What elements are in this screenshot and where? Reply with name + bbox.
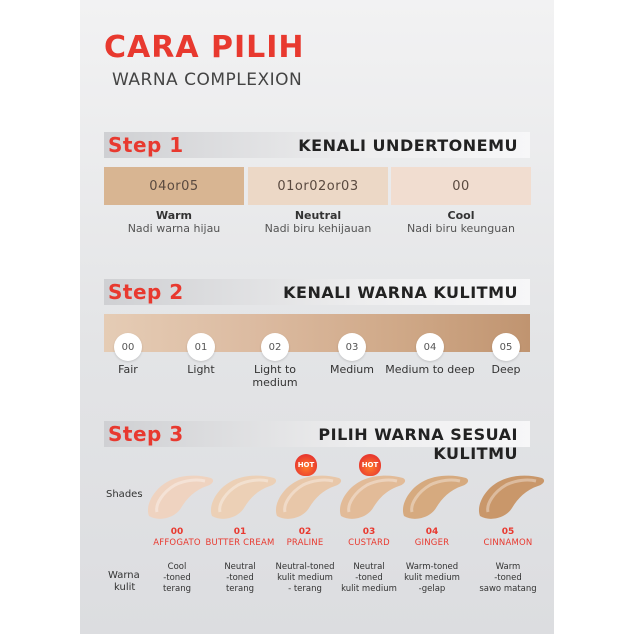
skin-tone-label: Light xyxy=(187,363,215,376)
undertone-name: Neutral xyxy=(294,209,342,222)
skin-description-line: Neutral xyxy=(224,562,256,572)
shade-skin-description xyxy=(205,562,275,595)
skin-description-line: -gelap xyxy=(418,584,446,594)
warna-kulit-label xyxy=(108,570,140,594)
skin-description-line: terang xyxy=(225,584,255,594)
skin-description-line: -toned xyxy=(163,573,191,583)
warna-kulit-line2: kulit xyxy=(114,582,136,593)
shade-number: 02 xyxy=(298,527,312,537)
skin-tone-marker: 03 xyxy=(338,333,366,361)
skin-tone-label: Light to medium xyxy=(252,363,298,389)
skin-description-line: -toned xyxy=(494,573,522,583)
shade-name: GINGER xyxy=(414,538,450,548)
step1-name: KENALI UNDERTONEMU xyxy=(298,136,518,155)
undertone-description: Nadi biru keunguan xyxy=(407,222,515,235)
shade-swatch xyxy=(398,472,472,522)
shade-skin-description xyxy=(473,562,543,595)
skin-description-line: kulit medium xyxy=(341,584,397,594)
warna-kulit-line1: Warna xyxy=(108,570,140,581)
step3-label: Step 3 xyxy=(108,422,184,446)
skin-tone-marker: 02 xyxy=(261,333,289,361)
shade-number: 05 xyxy=(501,527,515,537)
undertone-name: Cool xyxy=(447,209,475,222)
shade-skin-description xyxy=(334,562,404,595)
skin-tone-label: Medium to deep xyxy=(385,363,475,376)
page-subtitle: WARNA COMPLEXION xyxy=(112,70,303,90)
skin-description-line: Neutral xyxy=(353,562,385,572)
skin-description-line: - terang xyxy=(288,584,322,594)
shades-label: Shades xyxy=(106,489,143,500)
skin-description-line: Cool xyxy=(167,562,187,572)
shade-skin-description xyxy=(397,562,467,595)
step3-name: PILIH WARNA SESUAI KULITMU xyxy=(318,425,518,463)
shade-number: 00 xyxy=(170,527,184,537)
shade-name: AFFOGATO xyxy=(153,538,201,548)
skin-tone-marker: 05 xyxy=(492,333,520,361)
step2-label: Step 2 xyxy=(108,280,184,304)
skin-description-line: Warm xyxy=(495,562,521,572)
hot-badge-icon: HOT xyxy=(359,454,381,476)
skin-tone-marker: 04 xyxy=(416,333,444,361)
shade-number: 04 xyxy=(425,527,439,537)
skin-description-line: -toned xyxy=(226,573,254,583)
skin-description-line: sawo matang xyxy=(479,584,537,594)
skin-tone-marker: 01 xyxy=(187,333,215,361)
skin-description-line: -toned xyxy=(355,573,383,583)
skin-tone-marker: 00 xyxy=(114,333,142,361)
skin-description-line: kulit medium xyxy=(277,573,333,583)
undertone-swatch: 01or02or03 xyxy=(248,167,388,205)
skin-description-line: Neutral-toned xyxy=(275,562,335,572)
shade-skin-description xyxy=(270,562,340,595)
step1-label: Step 1 xyxy=(108,133,184,157)
hot-badge-icon: HOT xyxy=(295,454,317,476)
shade-name: CINNAMON xyxy=(483,538,533,548)
shade-name: BUTTER CREAM xyxy=(205,538,275,548)
undertone-name: Warm xyxy=(155,209,193,222)
undertone-swatch: 00 xyxy=(391,167,531,205)
shade-swatch xyxy=(474,472,548,522)
shade-number: 01 xyxy=(233,527,247,537)
undertone-description: Nadi warna hijau xyxy=(127,222,221,235)
shade-name: PRALINE xyxy=(286,538,324,548)
shade-skin-description xyxy=(142,562,212,595)
skin-description-line: terang xyxy=(162,584,192,594)
shade-name: CUSTARD xyxy=(348,538,390,548)
shade-swatch xyxy=(271,472,345,522)
skin-description-line: Warm-toned xyxy=(405,562,459,572)
undertone-swatch: 04or05 xyxy=(104,167,244,205)
skin-tone-label: Fair xyxy=(118,363,138,376)
page-title: CARA PILIH xyxy=(104,30,305,65)
shade-number: 03 xyxy=(362,527,376,537)
skin-tone-label: Medium xyxy=(330,363,374,376)
step2-name: KENALI WARNA KULITMU xyxy=(283,283,518,302)
skin-description-line: kulit medium xyxy=(404,573,460,583)
undertone-description: Nadi biru kehijauan xyxy=(264,222,372,235)
shade-swatch xyxy=(206,472,280,522)
skin-tone-gradient xyxy=(104,314,530,352)
skin-tone-label: Deep xyxy=(491,363,521,376)
